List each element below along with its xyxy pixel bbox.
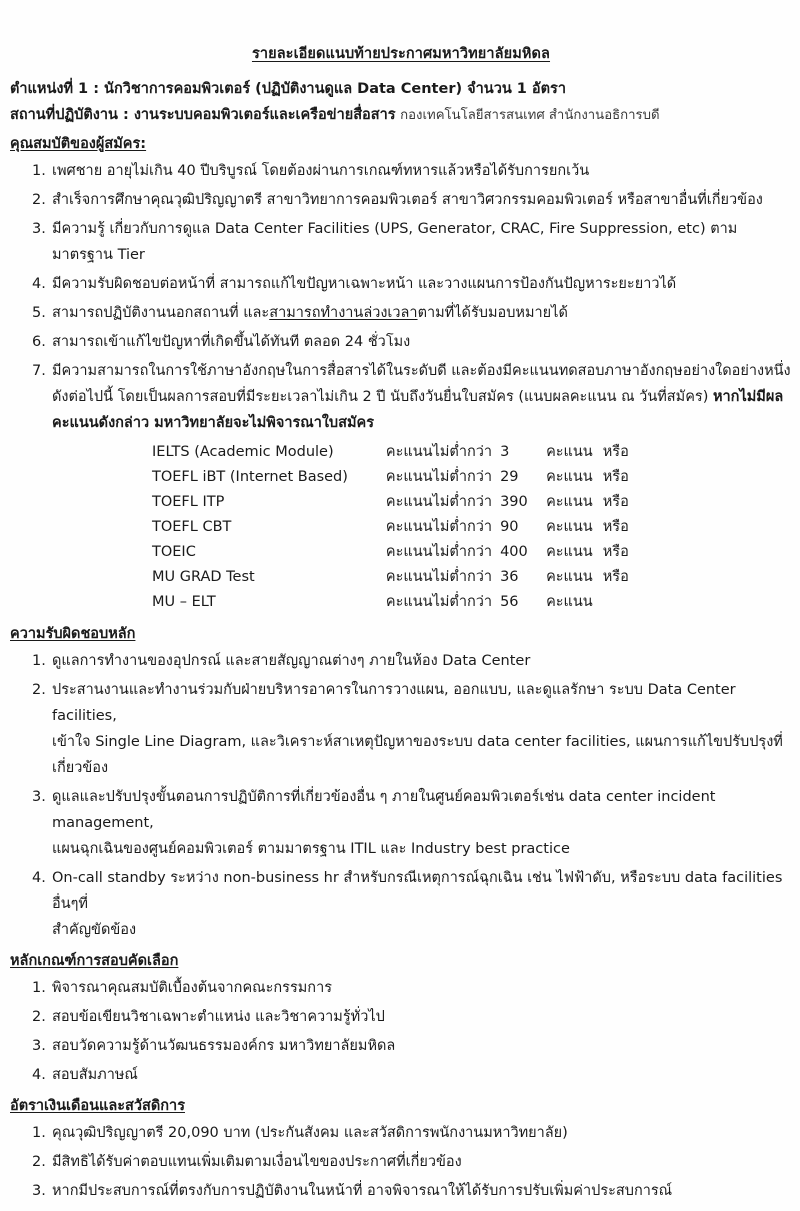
text-part-underlined: สามารถทำงานล่วงเวลา (269, 304, 418, 321)
list-item (10, 1004, 792, 1030)
list-text: มีสิทธิได้รับค่าตอบแทนเพิ่มเติมตามเงื่อนไขของประกาศที่เกี่ยวข้อง (52, 1153, 462, 1170)
score-table (152, 440, 629, 615)
score-label: คะแนนไม่ต่ำกว่า (385, 568, 493, 585)
list-item (10, 1120, 792, 1146)
list-text-line1: On-call standby ระหว่าง non-business hr สำหรับกรณีเหตุการณ์ฉุกเฉิน เช่น ไฟฟ้าดับ, หรือระบบ data facilities อื่นๆที่ (52, 869, 783, 912)
score-unit: คะแนน (546, 443, 593, 460)
score-value: 400 (500, 543, 528, 560)
list-number: 3. (32, 220, 46, 237)
score-value: 3 (500, 443, 510, 460)
table-row (152, 515, 629, 540)
score-unit: คะแนน (546, 468, 593, 485)
list-item (10, 158, 792, 184)
list-text-line1: ประสานงานและทำงานร่วมกับฝ่ายบริหารอาคารในการวางแผน, ออกแบบ, และดูแลรักษา ระบบ Data Center facilities, (52, 681, 736, 724)
list-number: 2. (32, 1153, 46, 1170)
list-item (10, 1178, 792, 1204)
salary-benefits-list (10, 1120, 792, 1204)
test-name: MU GRAD Test (152, 568, 255, 585)
list-text (52, 300, 792, 326)
position-label: ตำแหน่งที่ 1 : นักวิชาการคอมพิวเตอร์ (ปฏิบัติงานดูแล Data Center) จำนวน 1 อัตรา (10, 80, 566, 97)
list-item (10, 329, 792, 355)
workplace-line (10, 102, 792, 129)
list-item (10, 1033, 792, 1059)
list-number: 6. (32, 333, 46, 350)
selection-criteria-list (10, 975, 792, 1088)
score-conjunction (603, 590, 629, 615)
list-number: 2. (32, 681, 46, 698)
table-row (152, 565, 629, 590)
english-test-score-table (10, 440, 792, 615)
list-text: สามารถเข้าแก้ไขปัญหาที่เกิดขึ้นได้ทันที ตลอด 24 ชั่วโมง (52, 333, 411, 350)
document-title: รายละเอียดแนบท้ายประกาศมหาวิทยาลัยมหิดล (251, 46, 551, 62)
test-name: TOEFL CBT (152, 518, 232, 535)
score-unit: คะแนน (546, 543, 593, 560)
list-item (10, 300, 792, 326)
test-name: TOEIC (152, 543, 196, 560)
list-text-line1: ดูแลและปรับปรุงขั้นตอนการปฏิบัติการที่เกี่ยวข้องอื่น ๆ ภายในศูนย์คอมพิวเตอร์เช่น data center incident management, (52, 788, 716, 831)
list-item (10, 358, 792, 436)
list-number: 4. (32, 1066, 46, 1083)
list-number: 1. (32, 979, 46, 996)
qualifications-section (10, 129, 792, 158)
list-text: หากมีประสบการณ์ที่ตรงกับการปฏิบัติงานในหน้าที่ อาจพิจารณาให้ได้รับการปรับเพิ่มค่าประสบการณ์ (52, 1182, 673, 1199)
list-number: 3. (32, 788, 46, 805)
score-conjunction: หรือ (602, 443, 629, 460)
text-part: ตามที่ได้รับมอบหมายได้ (417, 304, 568, 321)
responsibilities-heading: ความรับผิดชอบหลัก (10, 625, 136, 642)
score-label: คะแนนไม่ต่ำกว่า (385, 468, 493, 485)
test-name: IELTS (Academic Module) (152, 443, 334, 460)
score-value: 36 (500, 568, 519, 585)
test-name: MU – ELT (152, 593, 216, 610)
list-text-line2: เข้าใจ Single Line Diagram, และวิเคราะห์สาเหตุปัญหาของระบบ data center facilities, แผนการแก้ไขปรับปรุงที่ (52, 733, 783, 750)
score-conjunction: หรือ (602, 468, 629, 485)
salary-benefits-section (10, 1091, 792, 1120)
list-number: 1. (32, 652, 46, 669)
list-item (10, 648, 792, 674)
text-part: สามารถปฏิบัติงานนอกสถานที่ และ (52, 304, 270, 321)
list-number: 5. (32, 304, 46, 321)
list-number: 3. (32, 1182, 46, 1199)
list-item (10, 865, 792, 943)
list-item (10, 1062, 792, 1088)
text-part-bold: หากไม่มีผล (712, 388, 784, 405)
score-value: 29 (500, 468, 519, 485)
score-conjunction: หรือ (602, 568, 629, 585)
table-row (152, 490, 629, 515)
score-conjunction: หรือ (602, 518, 629, 535)
document-body (0, 44, 800, 1207)
score-label: คะแนนไม่ต่ำกว่า (385, 493, 493, 510)
text-part: ดังต่อไปนี้ โดยเป็นผลการสอบที่มีระยะเวลาไม่เกิน 2 ปี นับถึงวันยื่นใบสมัคร (แนบผลคะแนน ณ วันที่สมัคร) (52, 388, 713, 405)
list-number: 3. (32, 1037, 46, 1054)
score-label: คะแนนไม่ต่ำกว่า (385, 593, 493, 610)
selection-criteria-heading: หลักเกณฑ์การสอบคัดเลือก (10, 952, 179, 969)
list-item (10, 1149, 792, 1175)
score-value: 90 (500, 518, 519, 535)
test-name: TOEFL iBT (Internet Based) (152, 468, 348, 485)
list-number: 7. (32, 362, 46, 379)
list-item (10, 187, 792, 213)
list-text: สอบข้อเขียนวิชาเฉพาะตำแหน่ง และวิชาความรู้ทั่วไป (52, 1008, 385, 1025)
list-text-line3: คะแนนดังกล่าว มหาวิทยาลัยจะไม่พิจารณาใบสมัคร (52, 414, 375, 431)
test-name: TOEFL ITP (152, 493, 225, 510)
list-text-line2: สำคัญขัดข้อง (52, 921, 137, 938)
workplace-detail: กองเทคโนโลยีสารสนเทศ สำนักงานอธิการบดี (400, 107, 660, 123)
list-text: ดูแลการทำงานของอุปกรณ์ และสายสัญญาณต่างๆ ภายในห้อง Data Center (52, 652, 531, 669)
list-text: สอบสัมภาษณ์ (52, 1066, 138, 1083)
qualifications-list (10, 158, 792, 436)
selection-criteria-section (10, 946, 792, 975)
list-text-line2 (52, 384, 792, 410)
list-item (10, 677, 792, 781)
list-number: 2. (32, 191, 46, 208)
list-number: 4. (32, 869, 46, 886)
table-row (152, 540, 629, 565)
list-text: มีความรู้ เกี่ยวกับการดูแล Data Center Facilities (UPS, Generator, CRAC, Fire Suppression, etc) ตามมาตรฐาน Tier (52, 220, 738, 263)
table-row (152, 590, 629, 615)
list-number: 1. (32, 162, 46, 179)
score-unit: คะแนน (546, 518, 593, 535)
table-row (152, 440, 629, 465)
score-unit: คะแนน (546, 493, 593, 510)
list-item (10, 975, 792, 1001)
workplace-label: สถานที่ปฏิบัติงาน : งานระบบคอมพิวเตอร์และเครือข่ายสื่อสาร (10, 106, 396, 123)
score-conjunction: หรือ (602, 493, 629, 510)
score-label: คะแนนไม่ต่ำกว่า (385, 443, 493, 460)
list-text: คุณวุฒิปริญญาตรี 20,090 บาท (ประกันสังคม และสวัสดิการพนักงานมหาวิทยาลัย) (52, 1124, 568, 1141)
list-text: พิจารณาคุณสมบัติเบื้องต้นจากคณะกรรมการ (52, 979, 333, 996)
score-value: 56 (500, 593, 519, 610)
list-text-line2: แผนฉุกเฉินของศูนย์คอมพิวเตอร์ ตามมาตรฐาน ITIL และ Industry best practice (52, 840, 570, 857)
score-unit: คะแนน (546, 593, 593, 610)
table-row (152, 465, 629, 490)
responsibilities-list (10, 648, 792, 943)
list-text: เพศชาย อายุไม่เกิน 40 ปีบริบูรณ์ โดยต้องผ่านการเกณฑ์ทหารแล้วหรือได้รับการยกเว้น (52, 162, 590, 179)
list-item (10, 271, 792, 297)
list-number: 2. (32, 1008, 46, 1025)
score-unit: คะแนน (546, 568, 593, 585)
list-item (10, 216, 792, 268)
score-label: คะแนนไม่ต่ำกว่า (385, 543, 493, 560)
score-conjunction: หรือ (602, 543, 629, 560)
list-number: 1. (32, 1124, 46, 1141)
list-number: 4. (32, 275, 46, 292)
list-text: สำเร็จการศึกษาคุณวุฒิปริญญาตรี สาขาวิทยาการคอมพิวเตอร์ สาขาวิศวกรรมคอมพิวเตอร์ หรือสาขาอื่นที่เกี่ยวข้อง (52, 191, 763, 208)
salary-benefits-heading: อัตราเงินเดือนและสวัสดิการ (10, 1097, 185, 1114)
list-text-line1: มีความสามารถในการใช้ภาษาอังกฤษในการสื่อสารได้ในระดับดี และต้องมีคะแนนทดสอบภาษาอังกฤษอย่างใดอย่างหนึ่ง (52, 362, 791, 379)
score-label: คะแนนไม่ต่ำกว่า (385, 518, 493, 535)
list-text: สอบวัดความรู้ด้านวัฒนธรรมองค์กร มหาวิทยาลัยมหิดล (52, 1037, 396, 1054)
list-text: มีความรับผิดชอบต่อหน้าที่ สามารถแก้ไขปัญหาเฉพาะหน้า และวางแผนการป้องกันปัญหาระยะยาวได้ (52, 275, 677, 292)
list-item (10, 784, 792, 862)
responsibilities-section (10, 619, 792, 648)
score-value: 390 (500, 493, 528, 510)
position-line (10, 76, 792, 102)
qualifications-heading: คุณสมบัติของผู้สมัคร: (10, 135, 147, 152)
list-text-line3: เกี่ยวข้อง (52, 759, 109, 776)
